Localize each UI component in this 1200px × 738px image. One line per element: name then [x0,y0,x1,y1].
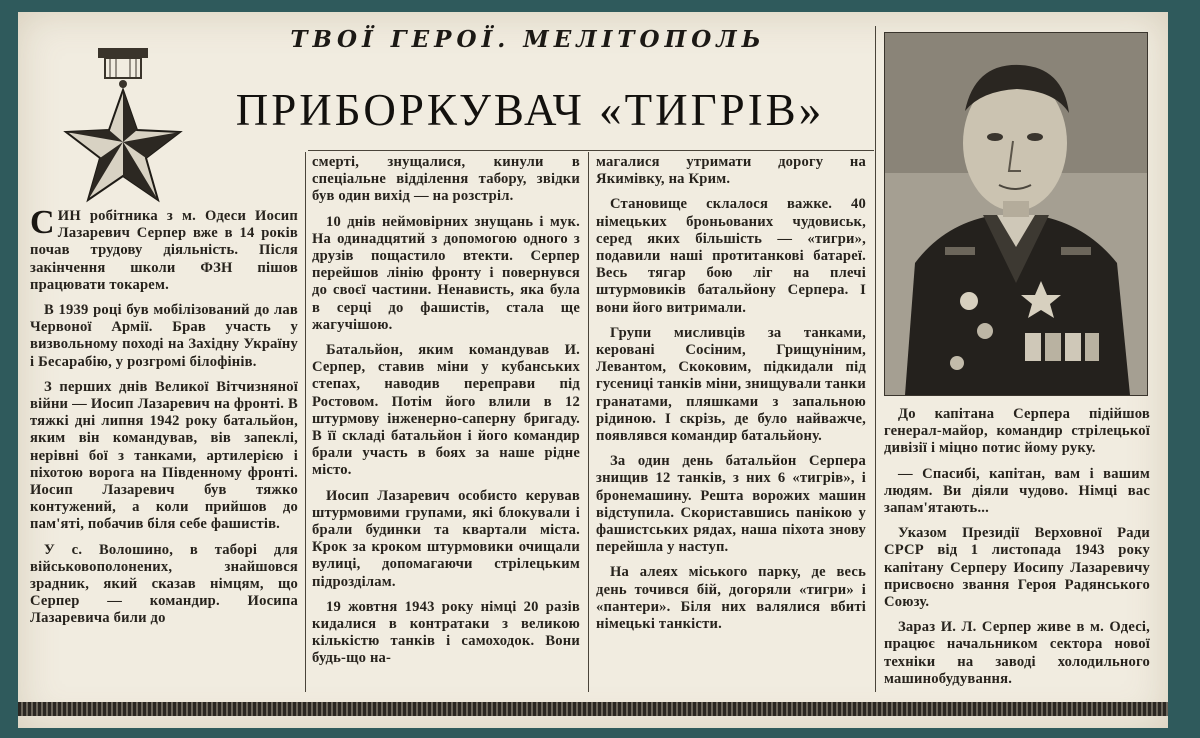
paragraph: Батальйон, яким командував И. Серпер, ставив міни у кубанських степах, наводив переправи під Ростовом. Потім його влили в 12 штурмову інженерно-саперну бригаду. В її складі батальйон і його командир брали участь в боях за наше рідне місто. [312,342,580,479]
newspaper-clipping [18,12,1168,728]
paragraph: 19 жовтня 1943 року німці 20 разів кидалися в контратаки з великою кількістю танків і самоходок. Вони будь-що на- [312,598,580,667]
bottom-border-strip [18,702,1168,716]
paragraph: За один день батальйон Серпера знищив 12 танків, з них 6 «тигрів», і бронемашину. Решта ворожих машин відступила. Скориставшись панікою у фашистських рядах, наша піхота знову перейшла у наступ. [596,453,866,556]
hero-gold-star-icon [58,46,188,206]
paragraph: Групи мисливців за танками, керовані Сосіним, Грищуніним, Левантом, Скоковим, підкидали під гусениці танків міни, знищували танки гранатами, пляшками з запальною рідиною. І скрізь, де було найважче, появлявся командир батальйону. [596,324,866,445]
article-column-4 [884,406,1150,696]
article-headline: ПРИБОРКУВАЧ «ТИГРІВ» [235,85,825,135]
headline-rule [308,150,874,151]
paragraph: З перших днів Великої Вітчизняної війни — Иосип Лазаревич на фронті. В тяжкі дні липня 1942 року батальйон, яким він командував, вів запеклі, нерівні бої з танками, артилерією і піхотою ворога на Південному фронті. Иосип Лазаревич був тяжко контужений, а коли прийшов до пам'яті, побачив біля себе фашистів. [30,378,298,533]
paragraph: магалися утримати дорогу на Якимівку, на Крим. [596,154,866,188]
paragraph: Становище склалося важке. 40 німецьких броньованих чудовиськ, серед яких більшість — «тигри», подавили наші протитанкові батареї. Весь тягар бою ліг на плечі штурмовиків батальйону Серпера. І вони його витримали. [596,196,866,316]
paragraph: Указом Президії Верховної Ради СРСР від 1 листопада 1943 року капітану Серперу Иосипу Лазаревичу присвоєно звання Героя Радянського Союзу. [884,525,1150,611]
article-column-1 [30,204,298,636]
portrait-photo [884,32,1148,396]
article-column-3 [596,154,866,641]
paragraph-text: ИН робітника з м. Одеси Иосип Лазаревич Серпер вже в 14 років почав трудову діяльність. Після закінчення школи ФЗН пішов працювати токарем. [30,208,298,293]
paragraph: Зараз И. Л. Серпер живе в м. Одесі, працює начальником сектора нової техніки на заводі холодильного машинобудування. [884,619,1150,687]
paragraph [30,204,298,294]
paragraph: Иосип Лазаревич особисто керував штурмовими групами, які блокували і брали будинки та квартали міста. Крок за кроком штурмовики очищали вулиці, допомагаючи стрілецьким підрозділам. [312,487,580,590]
paragraph: 10 днів неймовірних знущань і мук. На одинадцятий з допомогою одного з друзів пощастило втекти. Серпер перейшов лінію фронту і повернувся до своєї частини. Ненависть, яка була в серці до фашистів, стала ще жагучішою. [312,213,580,333]
paragraph: — Спасибі, капітан, вам і вашим людям. Ви діяли чудово. Німці вас запам'ятають... [884,465,1150,517]
article-column-2 [312,154,580,676]
paragraph: На алеях міського парку, де весь день точився бій, догоряли «тигри» і «пантери». Біля них валялися вбиті німецькі танкісти. [596,564,866,633]
column-rule [588,152,589,692]
column-rule [305,152,306,692]
paragraph: смерті, знущалися, кинули в спеціальне відділення табору, звідки був один вихід — на розстріл. [312,154,580,205]
section-kicker: ТВОЇ ГЕРОЇ. МЕЛІТОПОЛЬ [290,26,766,53]
paragraph: В 1939 році був мобілізований до лав Червоної Армії. Брав участь у визвольному поході на Західну Україну і Бесарабію, у розгромі білофінів. [30,302,298,370]
paragraph: У с. Волошино, в таборі для військовополонених, знайшовся зрадник, який сказав німцям, що Серпер — командир. Иосипа Лазаревича били до [30,541,298,627]
column-rule [875,26,876,692]
paragraph: До капітана Серпера підійшов генерал-майор, командир стрілецької дивізії і міцно потис йому руку. [884,406,1150,457]
drop-cap: С [30,204,55,241]
